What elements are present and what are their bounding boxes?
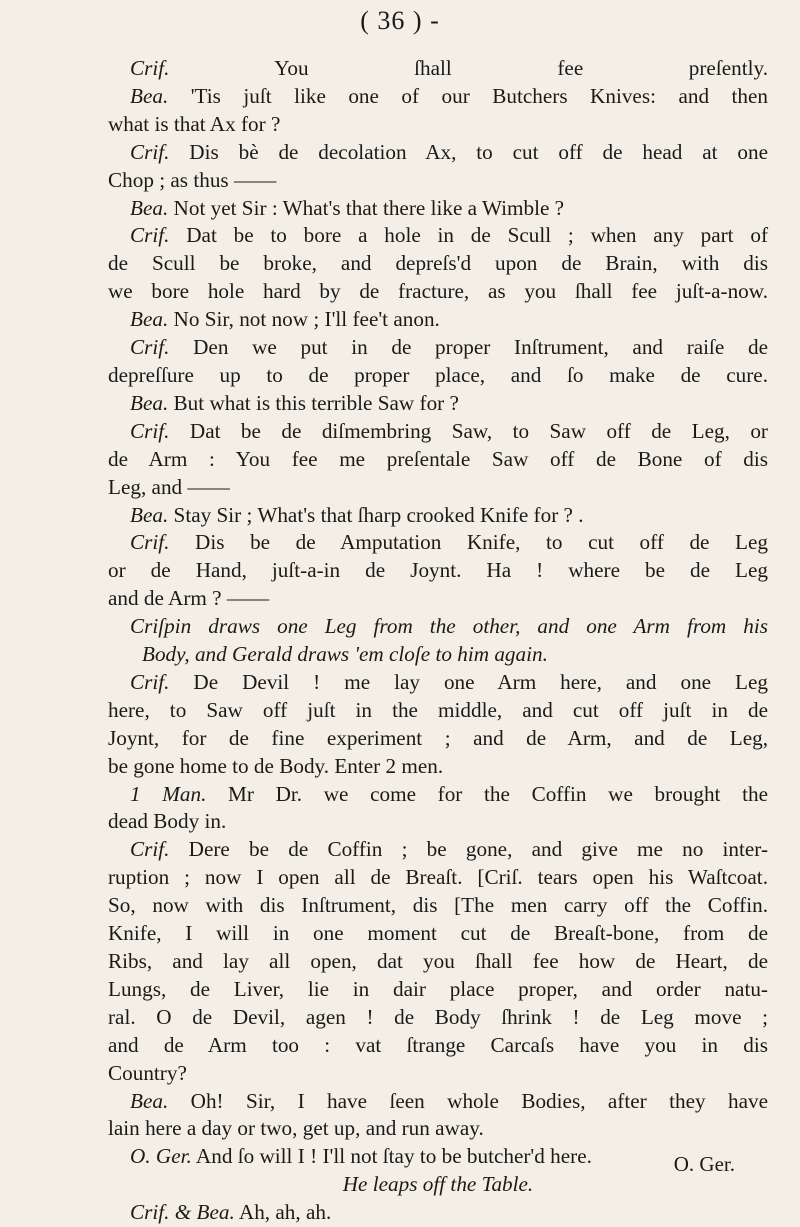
speaker-name: Crif. & Bea. <box>130 1200 235 1225</box>
speaker-name: Bea. <box>130 83 169 108</box>
text-line <box>108 529 768 557</box>
line-text: De Devil ! me lay one Arm here, and one Leg <box>169 669 768 694</box>
line-text: You ſhall fee preſently. <box>169 56 768 80</box>
line-text: Dere be de Coffin ; be gone, and give me no inter- <box>169 837 768 862</box>
line-text: we bore hole hard by de fracture, as you ſhall fee juſt-a-now. <box>108 279 768 304</box>
text-line <box>108 362 768 390</box>
speaker-name: Bea. <box>130 195 169 220</box>
speaker-name: 1 Man. <box>130 781 207 806</box>
text-line <box>108 585 768 613</box>
speaker-name: Crif. <box>130 56 170 80</box>
line-text: Dis bè de decolation Ax, to cut off de head at one <box>169 139 768 164</box>
text-line <box>108 446 768 474</box>
speaker-name: Bea. <box>130 502 169 527</box>
line-text: here, to Saw off juſt in the middle, and cut off juſt in de <box>108 697 768 722</box>
text-line <box>108 222 768 250</box>
line-text: Ribs, and lay all open, dat you ſhall fee how de Heart, de <box>108 949 768 973</box>
line-text: No Sir, not now ; I'll fee't anon. <box>168 307 440 332</box>
line-text: Den we put in de proper Inſtrument, and raiſe de <box>169 335 768 360</box>
line-text: Stay Sir ; What's that ſharp crooked Knife for ? . <box>168 502 584 527</box>
text-line <box>108 948 768 976</box>
text-line <box>108 976 768 1004</box>
line-text: Dat be to bore a hole in de Scull ; when any part of <box>169 223 768 248</box>
line-text: Knife, I will in one moment cut de Breaſt-bone, from de <box>108 921 768 946</box>
text-line <box>108 195 768 223</box>
line-text: or de Hand, juſt-a-in de Joynt. Ha ! where be de Leg <box>108 558 768 583</box>
text-line <box>108 474 768 502</box>
text-line <box>108 613 768 641</box>
speaker-name: Bea. <box>130 390 169 415</box>
line-text: ral. O de Devil, agen ! de Body ſhrink ! de Leg move ; <box>108 1004 768 1029</box>
line-text: Body, and Gerald draws 'em cloſe to him again. <box>142 642 548 667</box>
line-text: lain here a day or two, get up, and run away. <box>108 1116 484 1141</box>
line-text: Criſpin draws one Leg from the other, and one Arm from his <box>130 614 768 639</box>
line-text: Chop ; as thus —— <box>108 167 277 192</box>
text-line <box>108 1060 768 1088</box>
speaker-name: Crif. <box>130 837 170 862</box>
speaker-name: Crif. <box>130 223 170 248</box>
line-text: de Scull be broke, and depreſs'd upon de Brain, with dis <box>108 251 768 276</box>
line-text: But what is this terrible Saw for ? <box>168 390 459 415</box>
text-line <box>108 557 768 585</box>
line-text: Leg, and —— <box>108 474 230 499</box>
text-line <box>108 641 768 669</box>
text-line <box>108 725 768 753</box>
text-line <box>108 1032 768 1060</box>
line-text: depreſſure up to de proper place, and ſo make de cure. <box>108 362 768 387</box>
text-line <box>108 1199 768 1227</box>
line-text: dead Body in. <box>108 809 227 834</box>
text-line <box>108 864 768 892</box>
line-text: and de Arm ? —— <box>108 586 270 611</box>
line-text: and de Arm too : vat ſtrange Carcaſs have you in dis <box>108 1032 768 1057</box>
line-text: And ſo will I ! I'll not ſtay to be butcher'd here. <box>191 1144 592 1169</box>
line-text: Dat be de diſmembring Saw, to Saw off de Leg, or <box>169 418 768 443</box>
text-line <box>108 278 768 306</box>
text-line <box>108 1115 768 1143</box>
text-line <box>108 1004 768 1032</box>
page-number: ( 36 ) - <box>360 6 440 35</box>
line-text: Oh! Sir, I have ſeen whole Bodies, after they have <box>168 1088 768 1113</box>
speaker-name: Crif. <box>130 418 170 443</box>
text-line <box>108 418 768 446</box>
speaker-name: Crif. <box>130 669 170 694</box>
line-text: ruption ; now I open all de Breaſt. [Criſ. tears open his Waſtcoat. <box>108 865 768 890</box>
text-line <box>108 390 768 418</box>
line-text: be gone home to de Body. Enter 2 men. <box>108 753 444 778</box>
line-text: So, now with dis Inſtrument, dis [The men carry off the Coffin. <box>108 893 768 918</box>
text-line <box>108 55 768 83</box>
text-line <box>108 920 768 948</box>
line-text: He leaps off the Table. <box>342 1172 534 1197</box>
text-line <box>108 334 768 362</box>
text-line <box>108 836 768 864</box>
speaker-name: Bea. <box>130 307 169 332</box>
text-line <box>108 892 768 920</box>
line-text: Country? <box>108 1060 187 1085</box>
play-text <box>108 55 768 1227</box>
catchword: O. Ger. <box>673 1152 735 1176</box>
line-text: de Arm : You fee me preſentale Saw off de Bone of dis <box>108 446 768 471</box>
text-line <box>108 306 768 334</box>
text-line <box>108 753 768 781</box>
line-text: Dis be de Amputation Knife, to cut off de Leg <box>169 530 768 555</box>
line-text: 'Tis juſt like one of our Butchers Knives: and then <box>168 83 768 108</box>
line-text: Joynt, for de fine experiment ; and de Arm, and de Leg, <box>108 725 768 750</box>
text-line <box>108 808 768 836</box>
text-line <box>108 502 768 530</box>
speaker-name: Crif. <box>130 335 170 360</box>
line-text: what is that Ax for ? <box>108 111 281 136</box>
speaker-name: Crif. <box>130 530 170 555</box>
text-line <box>108 250 768 278</box>
text-line <box>108 1088 768 1116</box>
text-line <box>108 139 768 167</box>
speaker-name: O. Ger. <box>130 1144 192 1169</box>
text-line <box>108 669 768 697</box>
text-line <box>108 167 768 195</box>
line-text: Ah, ah, ah. <box>234 1200 332 1225</box>
speaker-name: Crif. <box>130 139 170 164</box>
text-line <box>108 697 768 725</box>
line-text: Mr Dr. we come for the Coffin we brought the <box>206 781 768 806</box>
line-text: Lungs, de Liver, lie in dair place proper, and order natu- <box>108 976 768 1001</box>
text-line <box>108 83 768 111</box>
text-line <box>108 781 768 809</box>
text-line <box>108 111 768 139</box>
speaker-name: Bea. <box>130 1088 169 1113</box>
line-text: Not yet Sir : What's that there like a Wimble ? <box>168 195 565 220</box>
